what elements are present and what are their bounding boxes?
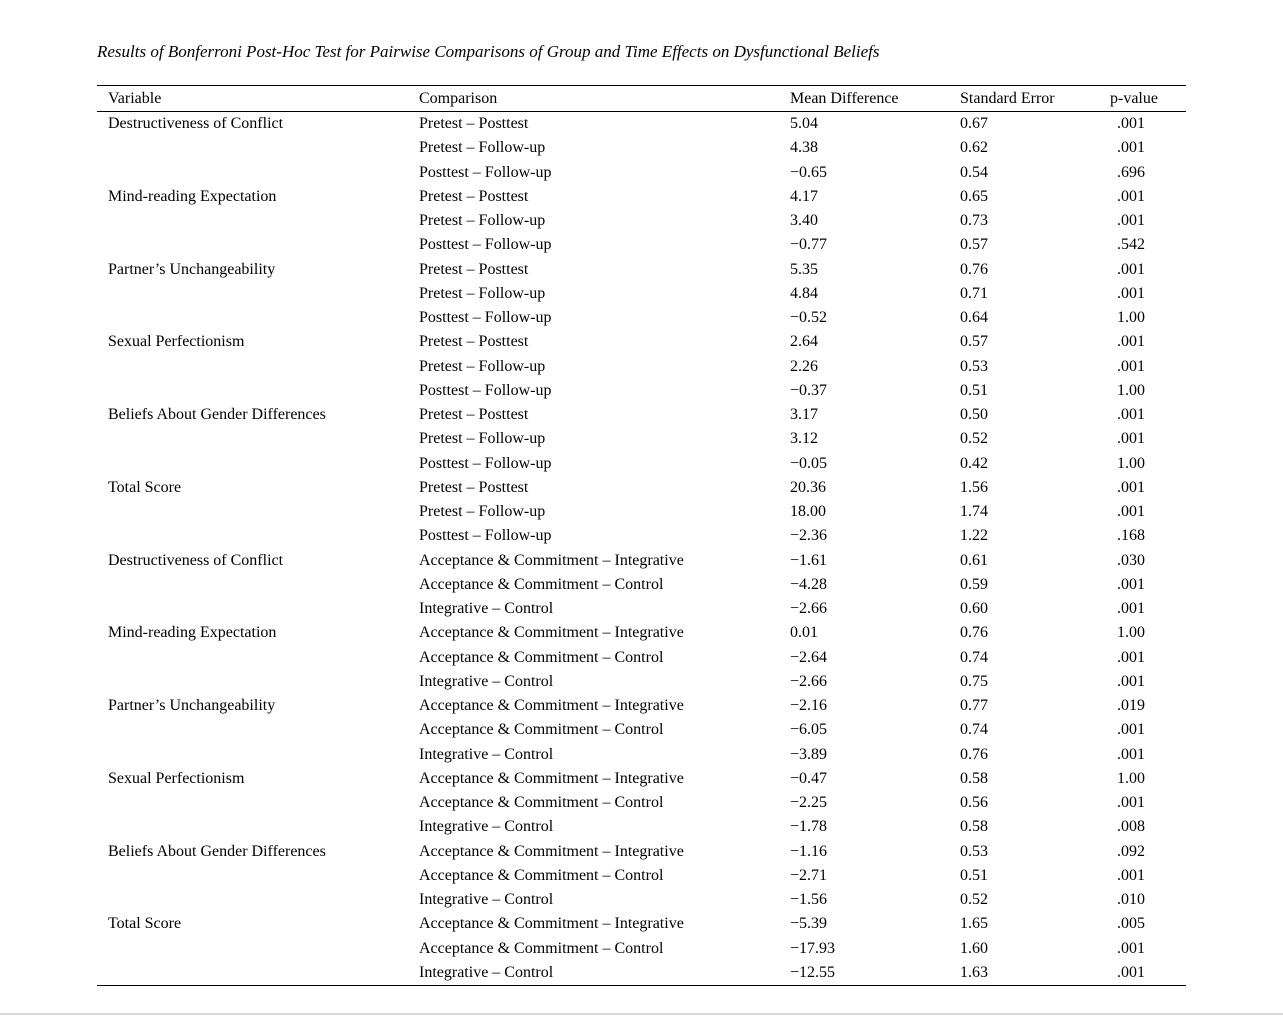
table-row: [97, 136, 1186, 160]
p-value-cell: .001: [1117, 187, 1145, 205]
p-value-cell: .001: [1117, 357, 1145, 375]
mean-difference-cell: −2.36: [790, 527, 828, 545]
p-value-cell: .001: [1117, 672, 1145, 690]
mean-difference-cell: 5.04: [790, 115, 818, 133]
p-value-cell: .019: [1117, 697, 1145, 715]
mean-difference-cell: 4.17: [790, 187, 818, 205]
p-value-cell: .005: [1117, 915, 1145, 933]
table-row: [97, 258, 1186, 282]
table-row: [97, 597, 1186, 621]
p-value-cell: .001: [1117, 503, 1145, 521]
mean-difference-cell: 3.17: [790, 406, 818, 424]
standard-error-cell: 0.52: [960, 430, 988, 448]
mean-difference-cell: 20.36: [790, 478, 826, 496]
variable-cell: [97, 864, 419, 888]
p-value-cell: .001: [1117, 212, 1145, 230]
table-row: [97, 185, 1186, 209]
comparison-cell: Integrative – Control: [419, 891, 554, 909]
table-row: [97, 476, 1186, 500]
standard-error-cell: 0.54: [960, 163, 988, 181]
comparison-cell: Integrative – Control: [419, 963, 554, 981]
comparison-cell: Integrative – Control: [419, 818, 554, 836]
comparison-cell: Acceptance & Commitment – Integrative: [419, 624, 684, 642]
table-row: [97, 573, 1186, 597]
column-header-comparison: Comparison: [419, 86, 790, 112]
standard-error-cell: 0.51: [960, 866, 988, 884]
p-value-cell: .001: [1117, 575, 1145, 593]
variable-cell: [97, 427, 419, 451]
comparison-cell: Integrative – Control: [419, 672, 554, 690]
mean-difference-cell: −0.52: [790, 309, 828, 327]
comparison-cell: Posttest – Follow-up: [419, 527, 552, 545]
p-value-cell: .001: [1117, 648, 1145, 666]
mean-difference-cell: −6.05: [790, 721, 828, 739]
mean-difference-cell: 2.64: [790, 333, 818, 351]
comparison-cell: Posttest – Follow-up: [419, 163, 552, 181]
comparison-cell: Posttest – Follow-up: [419, 236, 552, 254]
comparison-cell: Acceptance & Commitment – Control: [419, 939, 664, 957]
comparison-cell: Acceptance & Commitment – Integrative: [419, 769, 684, 787]
p-value-cell: .001: [1117, 745, 1145, 763]
mean-difference-cell: −0.77: [790, 236, 828, 254]
table-row: [97, 549, 1186, 573]
table-row: [97, 161, 1186, 185]
mean-difference-cell: 18.00: [790, 503, 826, 521]
comparison-cell: Pretest – Follow-up: [419, 284, 546, 302]
p-value-cell: .001: [1117, 406, 1145, 424]
p-value-cell: .542: [1117, 236, 1145, 254]
mean-difference-cell: −2.64: [790, 648, 828, 666]
table-row: [97, 718, 1186, 742]
comparison-cell: Acceptance & Commitment – Control: [419, 648, 664, 666]
standard-error-cell: 0.62: [960, 139, 988, 157]
standard-error-cell: 1.74: [960, 503, 988, 521]
comparison-cell: Pretest – Posttest: [419, 478, 529, 496]
variable-cell: Total Score: [108, 478, 182, 496]
mean-difference-cell: −12.55: [790, 963, 836, 981]
variable-cell: [97, 937, 419, 961]
comparison-cell: Pretest – Follow-up: [419, 430, 546, 448]
mean-difference-cell: −0.65: [790, 163, 828, 181]
variable-cell: [97, 888, 419, 912]
p-value-cell: .001: [1117, 430, 1145, 448]
table-row: [97, 815, 1186, 839]
comparison-cell: Posttest – Follow-up: [419, 381, 552, 399]
mean-difference-cell: 5.35: [790, 260, 818, 278]
standard-error-cell: 1.65: [960, 915, 988, 933]
variable-cell: Partner’s Unchangeability: [108, 697, 276, 715]
standard-error-cell: 0.51: [960, 381, 988, 399]
standard-error-cell: 0.76: [960, 260, 988, 278]
p-value-cell: .001: [1117, 963, 1145, 981]
mean-difference-cell: −1.16: [790, 842, 828, 860]
comparison-cell: Pretest – Follow-up: [419, 503, 546, 521]
comparison-cell: Pretest – Posttest: [419, 115, 529, 133]
mean-difference-cell: 4.84: [790, 284, 818, 302]
table-title: Results of Bonferroni Post-Hoc Test for Pairwise Comparisons of Group and Time Effects on Dysfunctional Beliefs: [97, 42, 880, 61]
comparison-cell: Acceptance & Commitment – Control: [419, 866, 664, 884]
mean-difference-cell: 3.40: [790, 212, 818, 230]
variable-cell: [97, 500, 419, 524]
standard-error-cell: 0.76: [960, 745, 988, 763]
comparison-cell: Acceptance & Commitment – Control: [419, 721, 664, 739]
p-value-cell: .001: [1117, 139, 1145, 157]
variable-cell: [97, 136, 419, 160]
standard-error-cell: 0.73: [960, 212, 988, 230]
standard-error-cell: 0.57: [960, 333, 988, 351]
variable-cell: [97, 743, 419, 767]
variable-cell: [97, 791, 419, 815]
p-value-cell: .001: [1117, 478, 1145, 496]
standard-error-cell: 0.77: [960, 697, 988, 715]
variable-cell: Beliefs About Gender Differences: [108, 406, 326, 424]
standard-error-cell: 0.50: [960, 406, 988, 424]
mean-difference-cell: −2.66: [790, 600, 828, 618]
table-row: [97, 282, 1186, 306]
standard-error-cell: 0.74: [960, 648, 988, 666]
p-value-cell: .001: [1117, 260, 1145, 278]
p-value-cell: .001: [1117, 600, 1145, 618]
standard-error-cell: 0.58: [960, 769, 988, 787]
standard-error-cell: 0.67: [960, 115, 988, 133]
table-row: [97, 888, 1186, 912]
variable-cell: [97, 379, 419, 403]
table-row: [97, 961, 1186, 986]
p-value-cell: .696: [1117, 163, 1145, 181]
standard-error-cell: 1.60: [960, 939, 988, 957]
p-value-cell: .001: [1117, 794, 1145, 812]
mean-difference-cell: 0.01: [790, 624, 818, 642]
table-row: [97, 524, 1186, 548]
variable-cell: Sexual Perfectionism: [108, 769, 245, 787]
p-value-cell: .168: [1117, 527, 1145, 545]
p-value-cell: .001: [1117, 939, 1145, 957]
standard-error-cell: 0.53: [960, 357, 988, 375]
table-row: [97, 403, 1186, 427]
comparison-cell: Pretest – Posttest: [419, 260, 529, 278]
variable-cell: [97, 452, 419, 476]
variable-cell: [97, 961, 419, 986]
p-value-cell: .001: [1117, 284, 1145, 302]
standard-error-cell: 1.56: [960, 478, 988, 496]
column-header-variable: Variable: [97, 86, 419, 112]
comparison-cell: Acceptance & Commitment – Integrative: [419, 551, 684, 569]
comparison-cell: Integrative – Control: [419, 745, 554, 763]
variable-cell: [97, 233, 419, 257]
p-value-cell: .001: [1117, 866, 1145, 884]
standard-error-cell: 0.64: [960, 309, 988, 327]
mean-difference-cell: −4.28: [790, 575, 828, 593]
standard-error-cell: 0.53: [960, 842, 988, 860]
p-value-cell: 1.00: [1117, 769, 1145, 787]
variable-cell: Sexual Perfectionism: [108, 333, 245, 351]
variable-cell: Destructiveness of Conflict: [108, 551, 284, 569]
table-row: [97, 912, 1186, 936]
table-row: [97, 864, 1186, 888]
standard-error-cell: 0.52: [960, 891, 988, 909]
mean-difference-cell: −2.66: [790, 672, 828, 690]
comparison-cell: Acceptance & Commitment – Control: [419, 575, 664, 593]
variable-cell: Total Score: [108, 915, 182, 933]
comparison-cell: Posttest – Follow-up: [419, 309, 552, 327]
table-header: [97, 86, 1186, 112]
variable-cell: [97, 815, 419, 839]
p-value-cell: 1.00: [1117, 381, 1145, 399]
standard-error-cell: 0.74: [960, 721, 988, 739]
table-row: [97, 743, 1186, 767]
standard-error-cell: 0.60: [960, 600, 988, 618]
mean-difference-cell: 3.12: [790, 430, 818, 448]
comparison-cell: Integrative – Control: [419, 600, 554, 618]
table-row: [97, 233, 1186, 257]
standard-error-cell: 1.22: [960, 527, 988, 545]
table-row: [97, 330, 1186, 354]
standard-error-cell: 0.59: [960, 575, 988, 593]
table-row: [97, 694, 1186, 718]
variable-cell: Partner’s Unchangeability: [108, 260, 276, 278]
comparison-cell: Acceptance & Commitment – Control: [419, 794, 664, 812]
header-row: [97, 86, 1186, 112]
mean-difference-cell: −2.16: [790, 697, 828, 715]
table-row: [97, 767, 1186, 791]
standard-error-cell: 0.58: [960, 818, 988, 836]
standard-error-cell: 0.57: [960, 236, 988, 254]
mean-difference-cell: −2.71: [790, 866, 828, 884]
p-value-cell: .001: [1117, 115, 1145, 133]
mean-difference-cell: −2.25: [790, 794, 828, 812]
comparison-cell: Pretest – Follow-up: [419, 139, 546, 157]
column-header-p-value: p-value: [1110, 86, 1186, 112]
table-row: [97, 670, 1186, 694]
p-value-cell: 1.00: [1117, 309, 1145, 327]
standard-error-cell: 0.56: [960, 794, 988, 812]
mean-difference-cell: −1.56: [790, 891, 828, 909]
table-row: [97, 646, 1186, 670]
results-table: [97, 85, 1186, 986]
mean-difference-cell: −0.47: [790, 769, 828, 787]
variable-cell: Mind-reading Expectation: [108, 624, 277, 642]
page-bottom-edge-line: [0, 1013, 1283, 1015]
standard-error-cell: 0.42: [960, 454, 988, 472]
standard-error-cell: 0.71: [960, 284, 988, 302]
variable-cell: [97, 306, 419, 330]
p-value-cell: .030: [1117, 551, 1145, 569]
table-row: [97, 937, 1186, 961]
variable-cell: [97, 597, 419, 621]
mean-difference-cell: −17.93: [790, 939, 836, 957]
standard-error-cell: 0.75: [960, 672, 988, 690]
standard-error-cell: 0.76: [960, 624, 988, 642]
variable-cell: [97, 573, 419, 597]
mean-difference-cell: −1.61: [790, 551, 828, 569]
standard-error-cell: 0.65: [960, 187, 988, 205]
comparison-cell: Acceptance & Commitment – Integrative: [419, 697, 684, 715]
table-row: [97, 209, 1186, 233]
p-value-cell: .001: [1117, 721, 1145, 739]
table-row: [97, 427, 1186, 451]
p-value-cell: .092: [1117, 842, 1145, 860]
variable-cell: Mind-reading Expectation: [108, 187, 277, 205]
variable-cell: [97, 646, 419, 670]
mean-difference-cell: 2.26: [790, 357, 818, 375]
comparison-cell: Pretest – Posttest: [419, 333, 529, 351]
mean-difference-cell: 4.38: [790, 139, 818, 157]
table-row: [97, 791, 1186, 815]
p-value-cell: .008: [1117, 818, 1145, 836]
p-value-cell: .001: [1117, 333, 1145, 351]
p-value-cell: 1.00: [1117, 624, 1145, 642]
table-row: [97, 355, 1186, 379]
table-row: [97, 500, 1186, 524]
column-header-standard-error: Standard Error: [960, 86, 1110, 112]
mean-difference-cell: −3.89: [790, 745, 828, 763]
table-row: [97, 840, 1186, 864]
table-row: [97, 306, 1186, 330]
comparison-cell: Acceptance & Commitment – Integrative: [419, 915, 684, 933]
variable-cell: [97, 282, 419, 306]
comparison-cell: Pretest – Posttest: [419, 406, 529, 424]
table-body: [97, 112, 1186, 986]
mean-difference-cell: −1.78: [790, 818, 828, 836]
variable-cell: [97, 670, 419, 694]
standard-error-cell: 0.61: [960, 551, 988, 569]
variable-cell: [97, 161, 419, 185]
comparison-cell: Acceptance & Commitment – Integrative: [419, 842, 684, 860]
p-value-cell: 1.00: [1117, 454, 1145, 472]
variable-cell: [97, 209, 419, 233]
variable-cell: [97, 355, 419, 379]
variable-cell: [97, 524, 419, 548]
p-value-cell: .010: [1117, 891, 1145, 909]
mean-difference-cell: −5.39: [790, 915, 828, 933]
variable-cell: Beliefs About Gender Differences: [108, 842, 326, 860]
mean-difference-cell: −0.37: [790, 381, 828, 399]
table-row: [97, 112, 1186, 137]
comparison-cell: Pretest – Posttest: [419, 187, 529, 205]
table-row: [97, 379, 1186, 403]
variable-cell: Destructiveness of Conflict: [108, 115, 284, 133]
mean-difference-cell: −0.05: [790, 454, 828, 472]
standard-error-cell: 1.63: [960, 963, 988, 981]
comparison-cell: Pretest – Follow-up: [419, 212, 546, 230]
variable-cell: [97, 718, 419, 742]
column-header-mean-difference: Mean Difference: [790, 86, 960, 112]
table-row: [97, 452, 1186, 476]
comparison-cell: Posttest – Follow-up: [419, 454, 552, 472]
table-row: [97, 621, 1186, 645]
comparison-cell: Pretest – Follow-up: [419, 357, 546, 375]
